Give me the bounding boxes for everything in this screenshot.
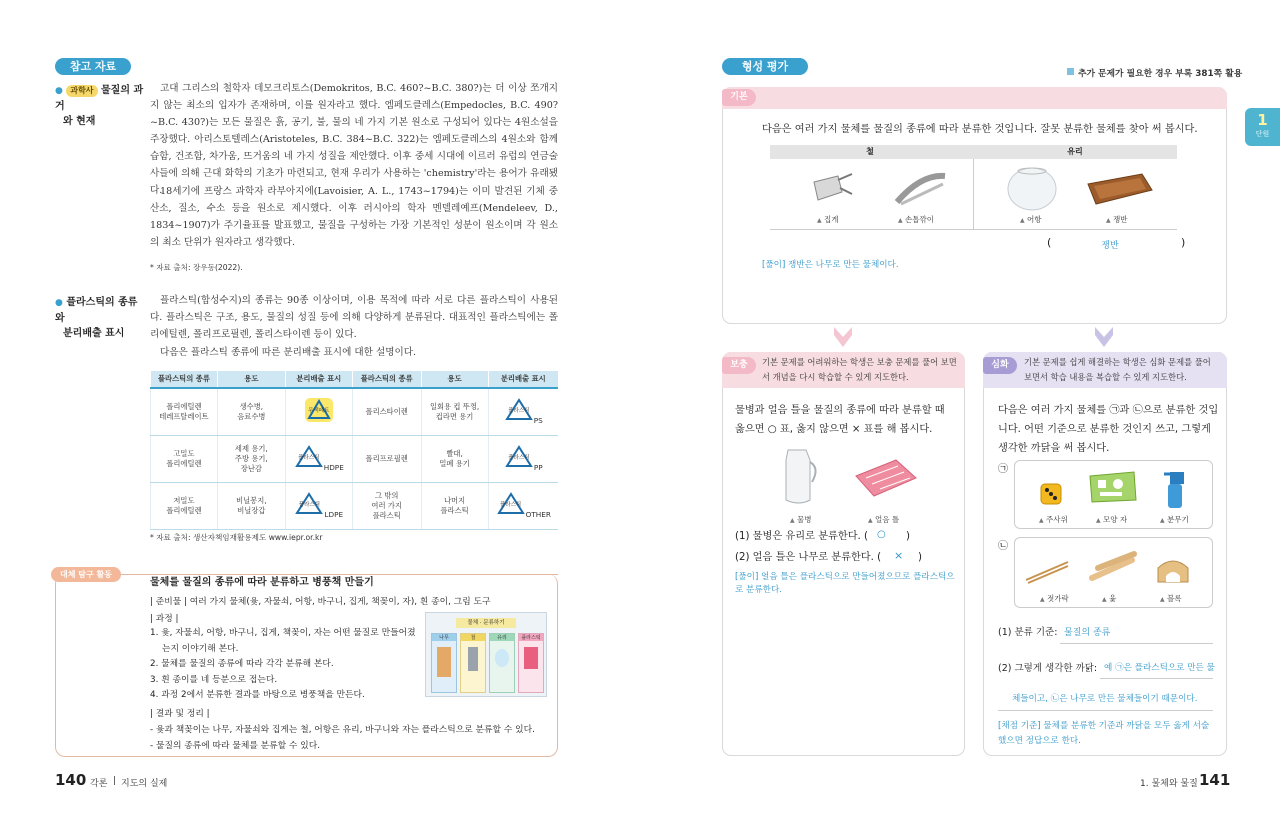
remedial-label: 보충 — [722, 357, 756, 374]
mark-label: 플라스틱 — [298, 455, 320, 461]
ref-title: 참고 자료 — [55, 58, 131, 75]
folding-book-image — [425, 612, 547, 697]
cell: 테레프탈레이트 — [159, 411, 209, 421]
remedial-solution: [풀이] 얼음 틀은 플라스틱으로 만들어졌으므로 플라스틱으로 분류한다. — [735, 572, 955, 595]
cell: 여러 가지 — [371, 500, 402, 510]
cell: 생수병, — [239, 401, 264, 411]
cap-icetray: ▲ 얼음 틀 — [868, 515, 900, 524]
basic-divider — [973, 159, 974, 229]
book-col: 나무 — [431, 633, 457, 693]
cap-chopsticks: ▲ 젓가락 — [1040, 594, 1069, 603]
chopsticks-image — [1024, 558, 1070, 584]
remedial-a1: ○ — [877, 529, 886, 540]
cap-shape-ruler: ▲ 모양 자 — [1096, 515, 1128, 524]
cap-dice: ▲ 주사위 — [1039, 515, 1068, 524]
book-title: 물체 · 문류하기 — [456, 618, 516, 628]
cell: 폴리에틸렌 — [166, 401, 202, 411]
cell: 폴리스타이렌 — [365, 406, 408, 416]
unit-tab-text: 단원 — [1255, 130, 1270, 138]
th-mark1: 분리배출 표시 — [285, 371, 352, 388]
activity-tag: 대체 탐구 활동 — [51, 567, 121, 582]
shape-ruler-image — [1086, 470, 1138, 504]
mark-label: 플라스틱 — [508, 455, 530, 461]
triangle-icon: ▲ — [1040, 596, 1045, 603]
cap-clipper: ▲ 손톱깎이 — [898, 215, 934, 224]
book-col: 유리 — [489, 633, 515, 693]
triangle-icon: ▲ — [1096, 517, 1101, 524]
th-use1: 용도 — [217, 371, 285, 388]
table-row — [151, 482, 559, 529]
note-square-icon — [1067, 68, 1074, 75]
right-title: 형성 평가 — [722, 58, 808, 75]
remedial-q1: (1) 물병은 유리로 분류한다. ( — [735, 531, 869, 542]
cell: 주방 용기, — [234, 453, 268, 463]
cell: 빨대, — [446, 448, 463, 458]
basic-answer: 쟁반 — [1101, 241, 1119, 251]
th-use2: 용도 — [421, 371, 488, 388]
table-header-row — [151, 371, 559, 388]
advanced-desc: 기본 문제를 쉽게 해결하는 학생은 심화 문제를 풀어 보면서 학습 내용을 복습할 수 있게 지도한다. — [1024, 357, 1211, 382]
footer-left-b: 지도의 실제 — [121, 779, 168, 789]
mark-label: 플라스틱 — [508, 408, 530, 415]
step: 는지 이야기해 본다. — [162, 643, 239, 654]
sprayer-image — [1160, 466, 1190, 510]
advanced-a2a: 예 ㉠은 플라스틱으로 만든 물 — [1104, 663, 1215, 673]
advanced-q1: (1) 분류 기준: — [998, 627, 1058, 638]
remedial-close1: ) — [906, 531, 910, 542]
bullet-icon: ● — [55, 86, 63, 96]
remedial-q2: (2) 얼음 틀은 나무로 분류한다. ( — [735, 552, 882, 563]
basic-paren-l: ( — [1047, 236, 1052, 249]
cell: 플라스틱 — [372, 510, 401, 520]
cell: 플라스틱 — [440, 505, 469, 515]
triangle-icon: ▲ — [1039, 517, 1044, 524]
history-badge: 과학사 — [66, 85, 97, 97]
group1-mark: ㉠ — [998, 464, 1008, 475]
ref-rule — [131, 66, 558, 67]
triangle-icon: ▲ — [1106, 217, 1111, 224]
cap-sprayer: ▲ 분무기 — [1160, 515, 1189, 524]
page-number-right: 141 — [1199, 771, 1231, 789]
mark-label: 무색페트 — [308, 408, 330, 415]
basic-bottom-rule — [770, 229, 1177, 230]
mark-label: 플라스틱 — [298, 502, 321, 508]
block-image — [1156, 556, 1190, 584]
cell: 밀폐 용기 — [439, 458, 470, 468]
sec2-title-b: 분리배출 표시 — [63, 328, 125, 339]
cell: 컵라면 용기 — [435, 411, 474, 421]
step: 2. 물체를 물질의 종류에 따라 각각 분류해 본다. — [150, 659, 334, 669]
cell: 저밀도 — [173, 495, 195, 505]
recycle-icon — [496, 491, 526, 517]
advanced-q2: (2) 그렇게 생각한 까닭: — [998, 663, 1098, 674]
cell: 폴리프로필렌 — [365, 453, 408, 463]
table-row — [151, 435, 559, 482]
arrow-down-icon — [1093, 325, 1115, 349]
cap-block: ▲ 블록 — [1160, 594, 1182, 603]
triangle-icon: ▲ — [817, 217, 822, 224]
unit-tab — [1245, 108, 1280, 146]
cap-yut: ▲ 윷 — [1102, 594, 1117, 603]
answer-line — [1060, 643, 1213, 644]
answer-line — [1100, 678, 1213, 679]
recycle-icon — [504, 444, 534, 470]
mark-code: PP — [533, 463, 543, 472]
cell: 폴리에틸렌 — [166, 458, 202, 468]
unit-tab-num: 1 — [1257, 111, 1268, 129]
activity-result-2: - 물질의 종류에 따라 물체를 분류할 수 있다. — [150, 741, 321, 751]
answer-line — [998, 710, 1213, 711]
sec1-source: * 자료 출처: 장우동(2022). — [150, 263, 243, 272]
cell: 폴리에틸렌 — [166, 505, 202, 515]
appendix-note: 추가 문제가 필요한 경우 부록 381쪽 활용 — [1078, 69, 1243, 79]
triangle-icon: ▲ — [898, 217, 903, 224]
basic-solution: [풀이] 쟁반은 나무로 만든 물체이다. — [762, 260, 899, 270]
activity-steps — [150, 626, 420, 704]
step: 3. 흰 종이를 네 등분으로 접는다. — [150, 674, 278, 685]
book-col: 철 — [460, 633, 486, 693]
arrow-down-icon — [832, 325, 854, 349]
page-number-left: 140 — [55, 771, 87, 789]
triangle-icon: ▲ — [1020, 217, 1025, 224]
advanced-label: 심화 — [983, 357, 1017, 374]
cell: 음료수병 — [237, 411, 266, 421]
book-col: 플라스틱 — [518, 633, 544, 693]
sec2-title-a: 플라스틱의 종류와 — [55, 297, 138, 324]
advanced-a2b: 체들이고, ㉡은 나무로 만든 물체들이기 때문이다. — [1012, 694, 1198, 704]
sec1-p1: 고대 그리스의 철학자 데모크리토스(Demokritos, B.C. 460?~B.C. 380?)는 더 이상 쪼개지지 않는 최소의 입자가 존재하며, 이를 원자라고 했다. 엠페도클레스(Empedocles, B.C. 490?~B.C. 430?)는 모든 물질은 흙, 공기, 불, 물의 네 가지 기본 원소로 구성되어 있다는 4원소설을 주장했다. 아리스토텔레스(Aristoteles, B.C. 384~B.C. 322)는 엠페도클레스의 4원소와 함께 습함, 건조함, 차가움, 뜨거움의 네 가지 성질을 제안했다. 이후 중세 시대에 이르러 유럽의 연금술사들에 의해 근대 화학의 기초가 마련되고, 현재 우리가 사용하는 'chemistry'라는 용어가 유래됐다. — [150, 83, 558, 196]
mark-code: HDPE — [323, 463, 344, 472]
remedial-a2: × — [894, 549, 904, 562]
sec1-title-b: 와 현재 — [63, 116, 96, 127]
plastic-table — [150, 371, 558, 530]
bullet-icon: ● — [55, 298, 63, 308]
sec2-source: * 자료 출처: 생산자책임재활용제도 www.iepr.or.kr — [150, 533, 323, 542]
nail-clipper-image — [893, 170, 949, 208]
step: 4. 과정 2에서 분류한 결과를 바탕으로 병풍책을 만든다. — [150, 690, 365, 700]
cell: 비닐봉지, — [236, 495, 267, 505]
activity-materials: | 준비물 | 여러 가지 물체(윷, 자물쇠, 어항, 바구니, 집게, 책꽂이, 자), 흰 종이, 그림 도구 — [150, 597, 491, 607]
cell: 고밀도 — [173, 448, 195, 458]
yut-image — [1088, 548, 1138, 584]
mark-code: LDPE — [324, 510, 344, 519]
mark-code: OTHER — [525, 510, 551, 519]
cell: 세제 용기, — [234, 443, 268, 453]
water-bottle-image — [776, 446, 822, 506]
footer-right: 1. 물체와 물질 — [1140, 779, 1198, 789]
basic-group-glass: 유리 — [1067, 147, 1083, 156]
cell: 비닐장갑 — [237, 505, 266, 515]
sec2-heading — [55, 295, 147, 341]
triangle-icon: ▲ — [868, 517, 873, 524]
cell: 일회용 컵 뚜껑, — [429, 401, 480, 411]
triangle-icon: ▲ — [1102, 596, 1107, 603]
sec2-p2: 다음은 플라스틱 종류에 따른 분리배출 표시에 대한 설명이다. — [160, 347, 417, 358]
clip-image — [808, 172, 854, 206]
ice-tray-image — [852, 456, 920, 500]
recycle-icon — [294, 444, 324, 470]
activity-result-head: | 결과 및 정리 | — [150, 709, 210, 719]
tray-image — [1084, 170, 1154, 208]
cell: 나머지 — [444, 495, 466, 505]
sec2-p1: 플라스틱(합성수지)의 종류는 90종 이상이며, 이용 목적에 따라 서로 다른 플라스틱이 사용된다. 플라스틱은 구조, 용도, 물질의 성질 등에 의해 다양하게 분류된다. 대표적인 플라스틱에는 폴리에틸렌, 폴리프로필렌, 폴리스타이렌 등이 있다. — [150, 295, 558, 340]
cell: 그 밖의 — [374, 490, 399, 500]
advanced-a1: 물질의 종류 — [1064, 628, 1111, 638]
activity-result-1: - 윷과 책꽂이는 나무, 자물쇠와 집게는 철, 어항은 유리, 바구니와 자는 플라스틱으로 분류할 수 있다. — [150, 725, 535, 735]
fishbowl-image — [1006, 165, 1058, 211]
mark-label: 플라스틱 — [499, 502, 522, 508]
sec1-p2: 18세기에 프랑스 과학자 라부아지에(Lavoisier, A. L., 1743~1794)는 이미 발견된 기체 중 산소, 질소, 수소 등을 원소로 제시했다. 이후 러시아의 학자 멘델레예프(Mendeleev, D., 1834~1907)가 주기율표를 발표했고, 물질을 구성하는 가장 기본적인 성분이 원소이며 각 원소의 최소 단위가 원자라고 생각했다. — [150, 186, 558, 248]
remedial-close2: ) — [918, 552, 922, 563]
recycle-icon — [294, 491, 324, 517]
basic-header — [722, 87, 1227, 109]
remedial-question: 물병과 얼음 틀을 물질의 종류에 따라 분류할 때 옳으면 ○ 표, 옳지 않으면 × 표를 해 봅시다. — [735, 405, 945, 435]
cap-clip: ▲ 집게 — [817, 215, 839, 224]
step: 1. 윷, 자물쇠, 어항, 바구니, 집게, 책꽂이, 자는 어떤 물질로 만들어졌 — [150, 628, 416, 638]
th-kind2: 플라스틱의 종류 — [352, 371, 421, 388]
table-row — [151, 388, 559, 435]
cap-fishbowl: ▲ 어항 — [1020, 215, 1042, 224]
th-kind1: 플라스틱의 종류 — [151, 371, 218, 388]
mark-code: PS — [533, 416, 543, 426]
group2-mark: ㉡ — [998, 541, 1008, 552]
cap-tray: ▲ 쟁반 — [1106, 215, 1128, 224]
activity-proc-head: | 과정 | — [150, 614, 179, 624]
triangle-icon: ▲ — [790, 517, 795, 524]
sec1-title-a: 물질의 과거 — [55, 85, 144, 112]
th-mark2: 분리배출 표시 — [488, 371, 558, 388]
basic-label: 기본 — [722, 89, 756, 106]
advanced-question: 다음은 여러 가지 물체를 ㉠과 ㉡으로 분류한 것입니다. 어떤 기준으로 분류한 것인지 쓰고, 그렇게 생각한 까닭을 써 봅시다. — [998, 405, 1219, 454]
footer-sep: | — [113, 776, 117, 786]
cap-bottle: ▲ 물병 — [790, 515, 812, 524]
recycle-icon — [504, 397, 534, 423]
basic-group-iron: 철 — [866, 147, 874, 156]
dice-image — [1039, 480, 1065, 506]
triangle-icon: ▲ — [1160, 517, 1165, 524]
footer-left-a: 각론 — [90, 779, 108, 789]
cell: 장난감 — [240, 463, 262, 473]
basic-paren-r: ) — [1181, 236, 1186, 249]
recycle-icon — [304, 397, 334, 423]
triangle-icon: ▲ — [1160, 596, 1165, 603]
sec1-heading — [55, 83, 145, 129]
activity-title: 물체를 물질의 종류에 따라 분류하고 병풍책 만들기 — [150, 577, 374, 588]
remedial-desc: 기본 문제를 어려워하는 학생은 보충 문제를 풀어 보면서 개념을 다시 학습할 수 있게 지도한다. — [762, 357, 957, 382]
advanced-criteria: [채점 기준] 물체를 분류한 기준과 까닭을 모두 옳게 서술했으면 정답으로 한다. — [998, 721, 1210, 746]
basic-question: 다음은 여러 가지 물체를 물질의 종류에 따라 분류한 것입니다. 잘못 분류한 물체를 찾아 써 봅시다. — [762, 124, 1198, 135]
